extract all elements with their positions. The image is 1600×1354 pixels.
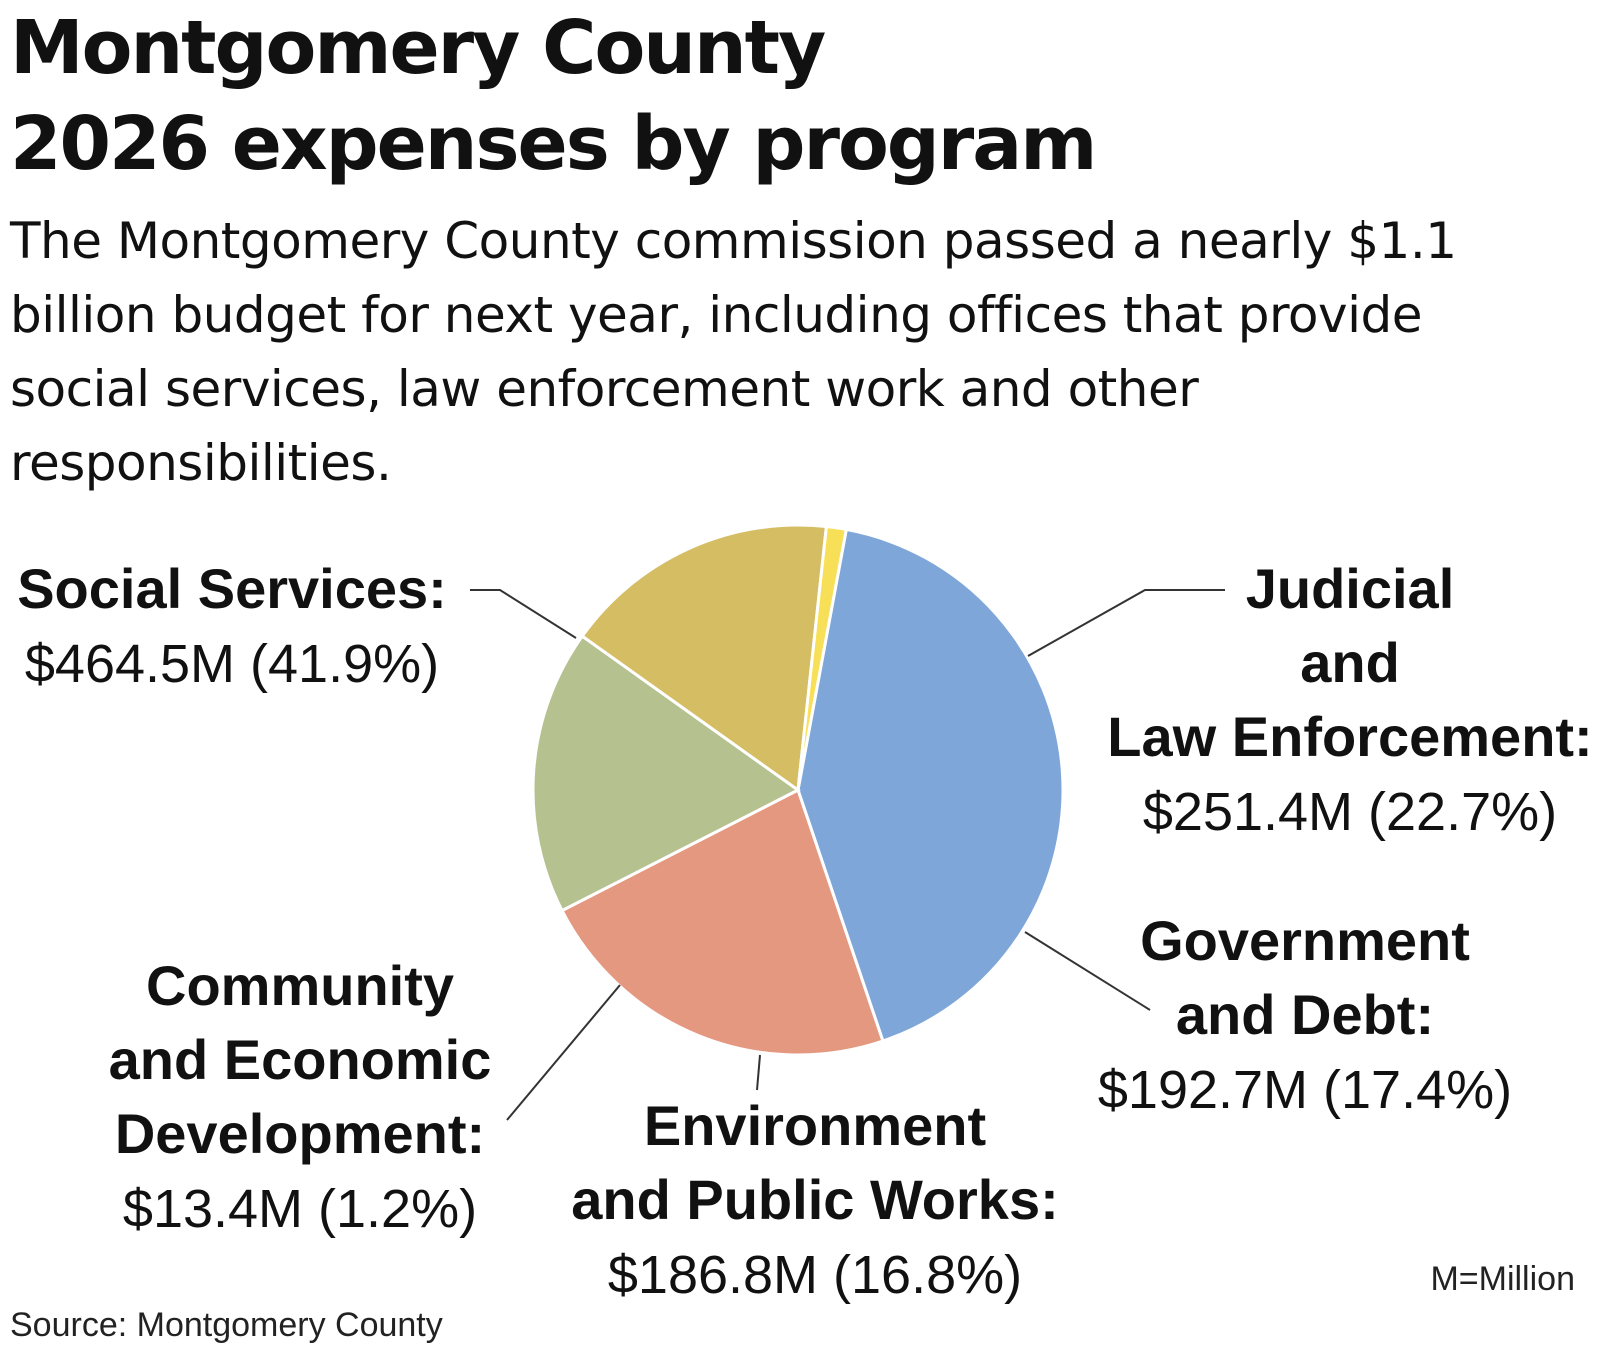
slice-label-name: and Economic (108, 1028, 492, 1091)
slice-label-1 (1107, 557, 1592, 842)
title-line-1: Montgomery County (10, 5, 825, 91)
pie-slices (533, 525, 1063, 1055)
slice-label-value: $464.5M (41.9%) (24, 634, 440, 694)
slice-label-name: Judicial (1245, 557, 1455, 620)
title-line-2: 2026 expenses by program (10, 101, 1096, 187)
leader-line-3 (757, 1055, 760, 1090)
unit-note: M=Million (1430, 1260, 1575, 1298)
slice-label-value: $186.8M (16.8%) (607, 1245, 1023, 1305)
chart-subtitle: The Montgomery County commission passed a nearly $1.1 billion budget for next year, including offices that provide social services, law enforcement work and other responsibilities. (10, 212, 1457, 492)
slice-label-name: and Public Works: (571, 1168, 1059, 1231)
slice-label-name: Social Services: (17, 557, 447, 620)
slice-label-name: Environment (643, 1094, 987, 1157)
slice-label-value: $13.4M (1.2%) (122, 1179, 478, 1239)
slice-label-0 (17, 557, 447, 694)
slice-label-3 (571, 1094, 1058, 1305)
slice-label-name: Development: (114, 1102, 486, 1165)
slice-label-value: $251.4M (22.7%) (1142, 782, 1558, 842)
leader-line-4 (507, 985, 620, 1120)
slice-label-name: Government (1140, 909, 1470, 972)
leader-line-2 (1025, 932, 1150, 1010)
leader-line-1 (1028, 590, 1225, 656)
source-note: Source: Montgomery County (10, 1306, 443, 1344)
slice-label-value: $192.7M (17.4%) (1097, 1060, 1513, 1120)
slice-label-4 (109, 954, 492, 1239)
leader-line-0 (470, 590, 576, 638)
slice-label-name: and Debt: (1175, 983, 1435, 1046)
slice-label-name: Community (146, 954, 454, 1017)
slice-label-name: and (1300, 631, 1400, 694)
slice-label-name: Law Enforcement: (1107, 705, 1593, 768)
slice-label-2 (1098, 909, 1512, 1120)
